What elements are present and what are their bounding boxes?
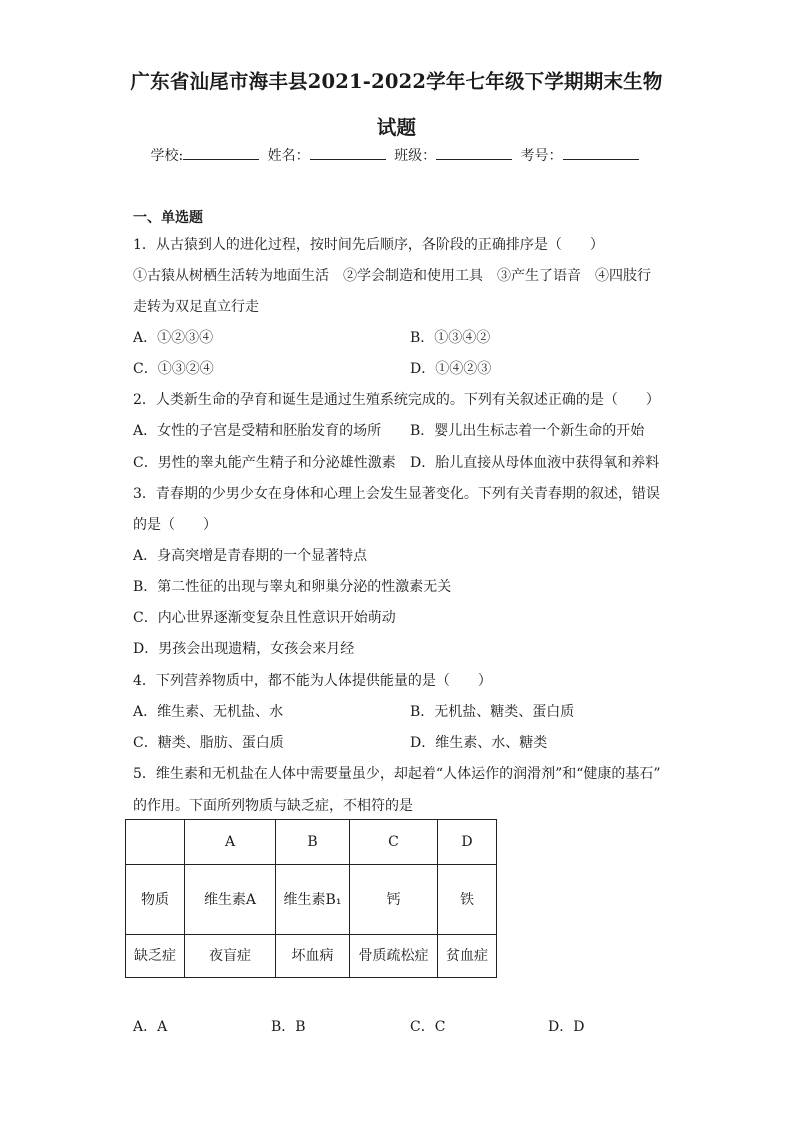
class-blank[interactable] [436,145,512,160]
table-header-cell: D [438,820,497,865]
q4-option-a[interactable]: A．维生素、无机盐、水 [133,704,284,720]
q2-option-c[interactable]: C．男性的睾丸能产生精子和分泌雄性激素 [133,455,396,471]
question-3-stem: 3．青春期的少男少女在身体和心理上会发生显著变化。下列有关青春期的叙述，错误 [133,486,660,502]
q3-option-d[interactable]: D．男孩会出现遗精，女孩会来月经 [133,641,355,657]
school-blank[interactable] [183,145,259,160]
q2-option-a[interactable]: A．女性的子宫是受精和胚胎发育的场所 [133,423,382,439]
q4-option-c[interactable]: C．糖类、脂肪、蛋白质 [133,735,284,751]
name-label: 姓名： [267,148,310,164]
q2-option-d[interactable]: D．胎儿直接从母体血液中获得氧和养料 [410,455,660,471]
table-cell: 坏血病 [276,935,350,978]
page-title: 广东省汕尾市海丰县2021-2022学年七年级下学期期末生物 [130,70,663,93]
question-3-stem-continued: 的是（ ） [133,517,217,533]
q3-option-c[interactable]: C．内心世界逐渐变复杂且性意识开始萌动 [133,610,396,626]
page-title-continued: 试题 [376,116,417,139]
question-1-items: ①古猿从树栖生活转为地面生活 ②学会制造和使用工具 ③产生了语音 ④四肢行 [133,268,651,284]
name-blank[interactable] [310,145,386,160]
table-cell: 维生素A [185,865,276,935]
table-row [126,935,497,978]
question-1-items-continued: 走转为双足直立行走 [133,299,259,315]
number-blank[interactable] [563,145,639,160]
q5-option-b[interactable]: B．B [271,1019,306,1035]
class-label: 班级： [394,148,437,164]
table-header-cell: B [276,820,350,865]
q3-option-a[interactable]: A．身高突增是青春期的一个显著特点 [133,548,368,564]
table-cell: 贫血症 [438,935,497,978]
q1-option-a[interactable]: A．①②③④ [133,330,214,346]
table-cell: 物质 [126,865,185,935]
table-cell: 维生素B₁ [276,865,350,935]
table-row [126,820,497,865]
q5-option-a[interactable]: A．A [133,1019,168,1035]
student-info-line [0,145,793,165]
section-heading: 一、单选题 [133,210,203,226]
vitamin-mineral-table [125,819,497,978]
number-label: 考号： [520,148,563,164]
table-cell: 缺乏症 [126,935,185,978]
school-label: 学校: [150,148,184,164]
q1-option-c[interactable]: C．①③②④ [133,361,214,377]
question-5-stem-continued: 的作用。下面所列物质与缺乏症，不相符的是 [133,798,413,814]
q4-option-b[interactable]: B．无机盐、糖类、蛋白质 [410,704,575,720]
question-2-stem: 2．人类新生命的孕育和诞生是通过生殖系统完成的。下列有关叙述正确的是（ ） [133,392,660,408]
q3-option-b[interactable]: B．第二性征的出现与睾丸和卵巢分泌的性激素无关 [133,579,452,595]
q1-option-b[interactable]: B．①③④② [410,330,491,346]
table-header-cell: C [350,820,438,865]
q4-option-d[interactable]: D．维生素、水、糖类 [410,735,548,751]
question-4-stem: 4．下列营养物质中，都不能为人体提供能量的是（ ） [133,673,492,689]
table-cell: 铁 [438,865,497,935]
table-cell: 夜盲症 [185,935,276,978]
q5-option-d[interactable]: D．D [548,1019,585,1035]
question-5-stem: 5．维生素和无机盐在人体中需要量虽少，却起着“人体运作的润滑剂”和“健康的基石” [133,766,661,782]
table-header-cell: A [185,820,276,865]
table-cell: 骨质疏松症 [350,935,438,978]
table-cell: 钙 [350,865,438,935]
table-row [126,865,497,935]
question-1-stem: 1．从古猿到人的进化过程，按时间先后顺序，各阶段的正确排序是（ ） [133,237,604,253]
table-cell [126,820,185,865]
q5-option-c[interactable]: C．C [410,1019,446,1035]
q2-option-b[interactable]: B．婴儿出生标志着一个新生命的开始 [410,423,645,439]
q1-option-d[interactable]: D．①④②③ [410,361,492,377]
